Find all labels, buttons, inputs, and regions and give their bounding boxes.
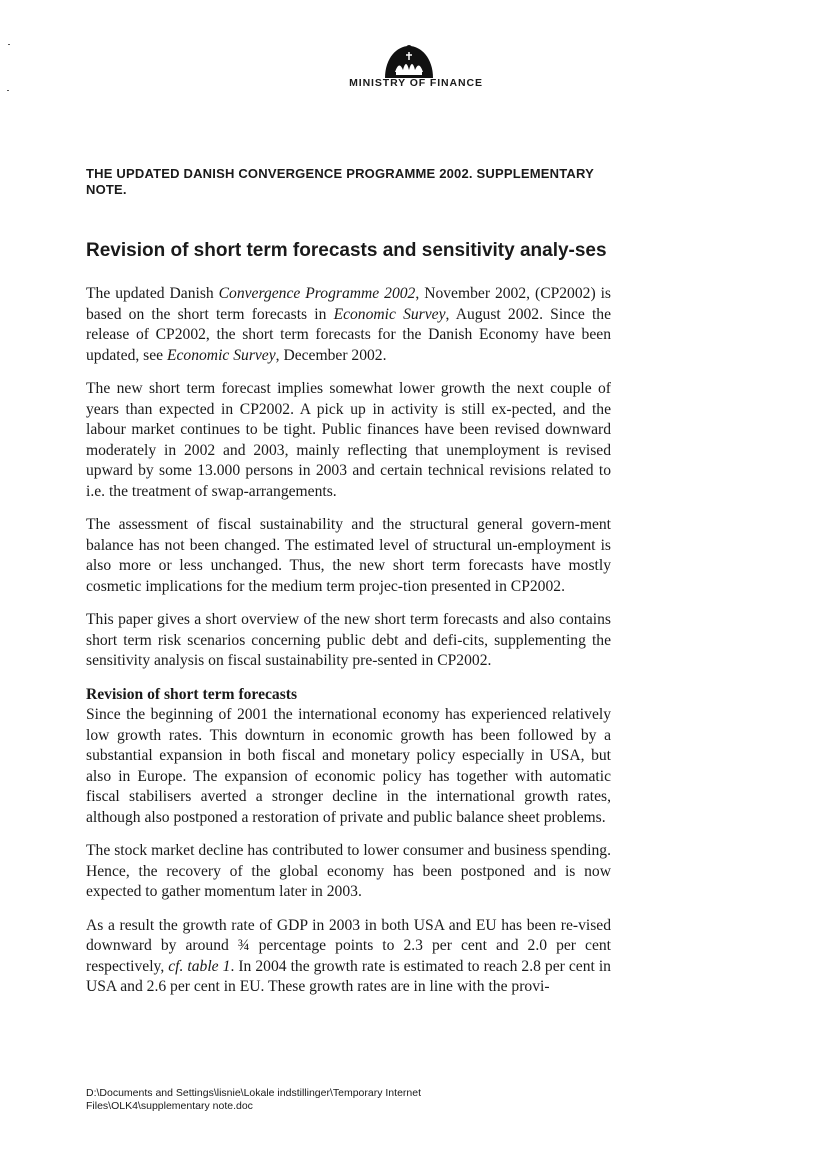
scan-speck xyxy=(7,90,9,91)
document-body xyxy=(86,284,611,1011)
footer-line-2: Files\OLK4\supplementary note.doc xyxy=(86,1100,253,1112)
paragraph-3: The assessment of fiscal sustainability and the structural general govern-ment balance has not been changed. The estimated level of structural un-employment is also more or less unchanged. Thus, the new short term forecasts have mostly cosmetic implications for the medium term projec-tion presented in CP2002. xyxy=(86,516,611,595)
footer-line-1: D:\Documents and Settings\lisnie\Lokale indstillinger\Temporary Internet xyxy=(86,1087,422,1099)
ministry-name: MINISTRY OF FINANCE xyxy=(349,77,483,89)
royal-crown-icon xyxy=(379,40,439,80)
document-title: THE UPDATED DANISH CONVERGENCE PROGRAMME 2002. SUPPLEMENTARY NOTE. xyxy=(86,166,594,197)
scan-speck xyxy=(8,44,10,45)
paragraph-2: The new short term forecast implies somewhat lower growth the next couple of years than expected in CP2002. A pick up in activity is still ex-pected, and the labour market continues to be tight. Public finances have been revised downward moderately in 2002 and 2003, mainly reflecting that unemployment is revised upward by some 13.000 persons in 2003 and certain technical revisions related to i.e. the treatment of swap-arrangements. xyxy=(86,380,611,500)
paragraph-6: The stock market decline has contributed to lower consumer and business spending. Hence, the recovery of the global economy has been postponed and is now expected to gather momentum later in 2003. xyxy=(86,842,611,900)
subheading: Revision of short term forecasts xyxy=(86,685,298,703)
section-title: Revision of short term forecasts and sensitivity analy-ses xyxy=(86,240,607,261)
paragraph-1: The updated Danish Convergence Programme 2002, November 2002, (CP2002) is based on the short term forecasts in Economic Survey, August 2002. Since the release of CP2002, the short term forecasts for the Danish Economy have been updated, see Economic Survey, December 2002. xyxy=(86,285,611,364)
paragraph-5: Since the beginning of 2001 the international economy has experienced relatively low growth rates. This downturn in economic growth has been followed by a substantial expansion in both fiscal and monetary policy especially in USA, but also in Europe. The expansion of economic policy has together with automatic fiscal stabilisers averted a stronger decline in the international growth rates, although also postponed a restoration of private and public balance sheet problems. xyxy=(86,706,611,826)
file-path-footer xyxy=(86,1087,686,1113)
paragraph-7: As a result the growth rate of GDP in 2003 in both USA and EU has been re-vised downward by around ¾ percentage points to 2.3 per cent and 2.0 per cent respectively, cf. table 1. In 2004 the growth rate is estimated to reach 2.8 per cent in USA and 2.6 per cent in EU. These growth rates are in line with the provi- xyxy=(86,916,611,995)
paragraph-4: This paper gives a short overview of the new short term forecasts and also contains short term risk scenarios concerning public debt and defi-cits, supplementing the sensitivity analysis on fiscal sustainability pre-sented in CP2002. xyxy=(86,611,611,669)
